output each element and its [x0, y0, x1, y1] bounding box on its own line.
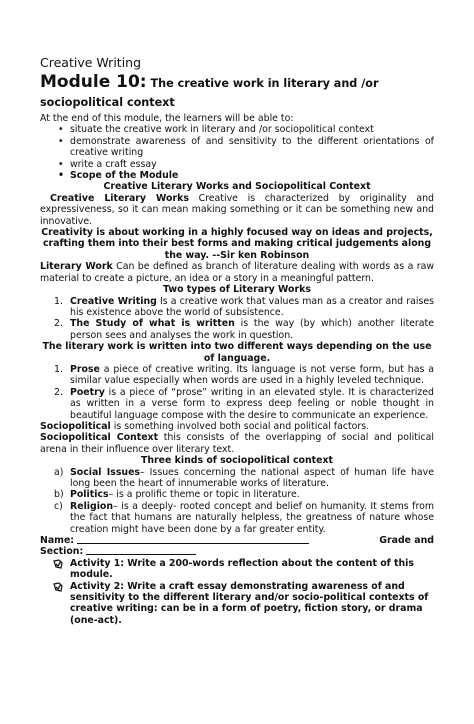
- types-heading: Two types of Literary Works: [163, 284, 311, 296]
- section-row: [40, 546, 434, 557]
- list-item: 1. Creative Writing Is a creative work that values man as a creator and raises his existence above the world of subsistence.: [54, 295, 434, 318]
- literary-work-paragraph: [40, 261, 434, 284]
- definition: Creative is characterized by originality and expressiveness, so it can mean making something or it can be something new and innovative.: [40, 192, 434, 227]
- types-list: [40, 296, 434, 342]
- objective-item: • situate the creative work in literary and /or sociopolitical context: [70, 124, 434, 135]
- checkbox-bullet-icon: [53, 582, 63, 592]
- activity-item: Activity 2: Write a craft essay demonstrating awareness of and sensitivity to the different literary and/or socio-political contexts of creative writing: can be in a form of poetry, fiction story, or drama (one-act).: [70, 581, 434, 627]
- course-title: Creative Writing: [40, 55, 142, 70]
- sociopolitical-context-paragraph: Sociopolitical Context this consists of the overlapping of social and political arena in their influence over literary text.: [40, 432, 434, 455]
- ways-list: [40, 364, 434, 421]
- definition: Can be defined as branch of literature dealing with words as a raw material to create a picture, an idea or a story in a meaningful pattern.: [40, 261, 435, 284]
- module-heading-cont: [40, 94, 434, 113]
- document-page: [40, 55, 434, 626]
- list-item: a) Social Issues– Issues concerning the national aspect of human life have long been the heart of innumerable works of literature.: [54, 466, 434, 489]
- name-blank[interactable]: [77, 535, 309, 544]
- term: Creative Literary Works: [50, 192, 189, 204]
- kinds-heading: Three kinds of sociopolitical context: [140, 455, 334, 467]
- objectives-list: [40, 124, 434, 181]
- scope-label: • Scope of the Module: [70, 170, 434, 181]
- intro-text: At the end of this module, the learners will be able to:: [40, 113, 294, 124]
- list-item: 2. Poetry is a piece of “prose” writing in an elevated style. It is characterized as written in a verse form to express deep feeling or noble thought in beautiful language compose with the desire to communicate an experience.: [54, 386, 434, 421]
- module-label: Module 10:: [40, 72, 147, 92]
- checkbox-bullet-icon: [53, 559, 63, 569]
- objective-item: • write a craft essay: [70, 159, 434, 170]
- objective-item: • demonstrate awareness of and sensitivity to the different orientations of creative writing: [70, 136, 434, 159]
- activities-list: [40, 558, 434, 626]
- name-label: Name:: [40, 535, 75, 547]
- list-item: c) Religion– is a deeply- rooted concept and belief on humanity. It stems from the fact that humans are naturally helpless, the greatness of nature whose creation might have been done by a far greater entity.: [54, 500, 434, 535]
- sociopolitical-paragraph: Sociopolitical is something involved both social and political factors.: [40, 420, 370, 432]
- section-blank[interactable]: [86, 546, 196, 555]
- activity-item: Activity 1: Write a 200-words reflection about the content of this module.: [70, 558, 434, 581]
- list-item: 2. The Study of what is written is the way (by which) another literate person sees and analyses the work in question.: [54, 318, 434, 341]
- name-grade-row: [40, 535, 434, 546]
- section-label: Section:: [40, 546, 84, 558]
- list-item: b) Politics– is a prolific theme or topic in literature.: [54, 489, 300, 501]
- kinds-list: [40, 467, 434, 535]
- module-heading: [40, 73, 434, 94]
- grade-label: Grade and: [379, 535, 434, 547]
- term: Literary Work: [40, 261, 113, 273]
- creative-works-paragraph: [40, 193, 434, 227]
- ways-heading: The literary work is written into two different ways depending on the use of language.: [42, 341, 432, 364]
- robinson-quote: Creativity is about working in a highly focused way on ideas and projects, crafting them into their best forms and making critical judgements along the way. --Sir ken Robinson: [41, 227, 433, 261]
- module-title-part1: The creative work in literary and /or: [146, 77, 379, 90]
- list-item: 1. Prose a piece of creative writing. Its language is not verse form, but has a similar value especially when words are used in a highly leveled technique.: [54, 363, 434, 387]
- section-heading: Creative Literary Works and Sociopolitical Context: [103, 181, 371, 193]
- module-title-part2: sociopolitical context: [40, 96, 175, 109]
